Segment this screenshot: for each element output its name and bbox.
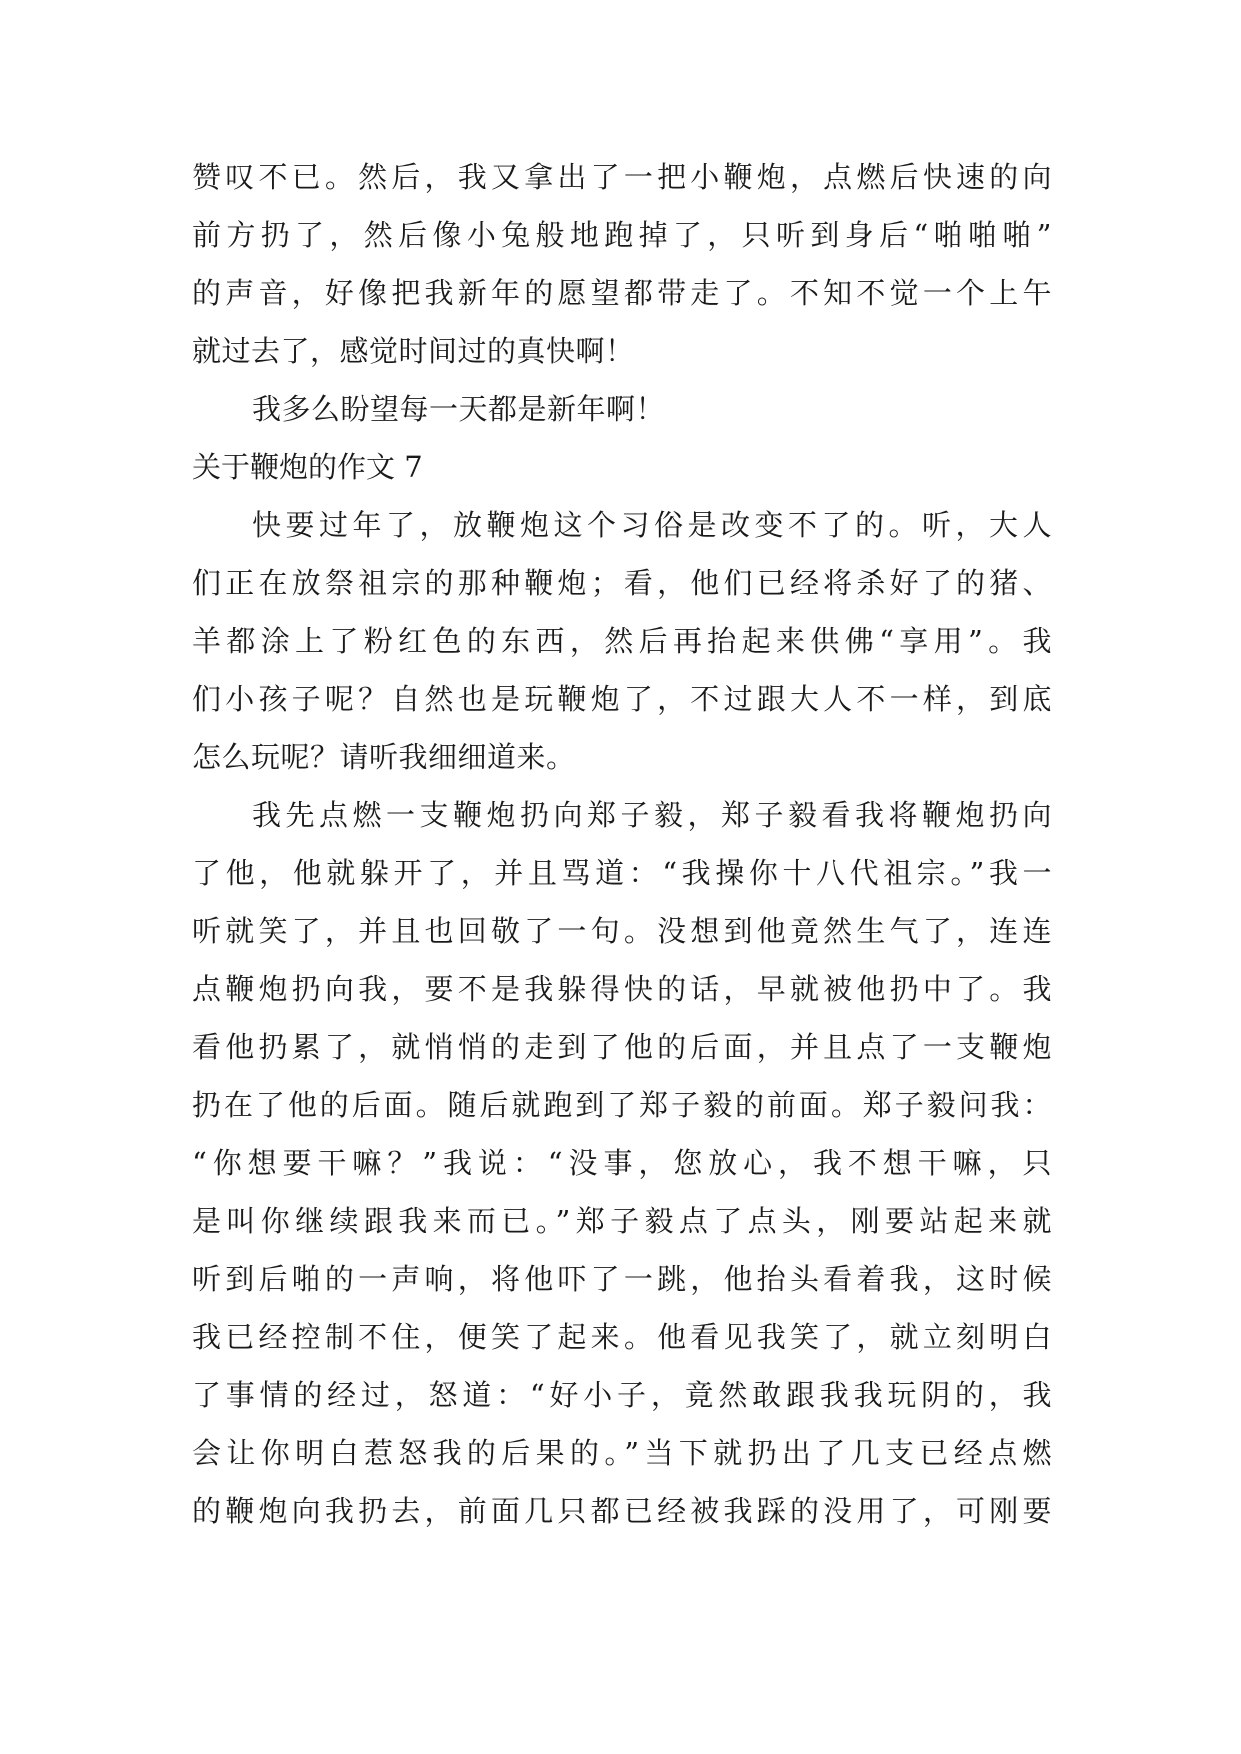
text-line: 点鞭炮扔向我，要不是我躲得快的话，早就被他扔中了。我	[192, 972, 1052, 1006]
text-line: 羊都涂上了粉红色的东西，然后再抬起来供佛“享用”。我	[192, 624, 1052, 658]
text-line: 前方扔了，然后像小兔般地跑掉了，只听到身后“啪啪啪”	[192, 218, 1052, 252]
text-line: 会让你明白惹怒我的后果的。”当下就扔出了几支已经点燃	[192, 1436, 1052, 1470]
essay-heading: 关于鞭炮的作文 7	[192, 450, 423, 484]
text-line: 就过去了，感觉时间过的真快啊！	[192, 334, 635, 368]
text-line: 快要过年了，放鞭炮这个习俗是改变不了的。听，大人	[252, 508, 1052, 542]
essay-body	[192, 148, 1052, 1540]
text-line: 听到后啪的一声响，将他吓了一跳，他抬头看着我，这时候	[192, 1262, 1052, 1296]
text-line: 的声音，好像把我新年的愿望都带走了。不知不觉一个上午	[192, 276, 1052, 310]
text-line: 们小孩子呢？自然也是玩鞭炮了，不过跟大人不一样，到底	[192, 682, 1052, 716]
text-line: 的鞭炮向我扔去，前面几只都已经被我踩的没用了，可刚要	[192, 1494, 1052, 1528]
text-line: 听就笑了，并且也回敬了一句。没想到他竟然生气了，连连	[192, 914, 1052, 948]
text-line: 我先点燃一支鞭炮扔向郑子毅，郑子毅看我将鞭炮扔向	[252, 798, 1052, 832]
text-line: 扔在了他的后面。随后就跑到了郑子毅的前面。郑子毅问我：	[192, 1088, 1052, 1122]
text-line: 怎么玩呢？请听我细细道来。	[192, 740, 576, 774]
text-line: 是叫你继续跟我来而已。”郑子毅点了点头，刚要站起来就	[192, 1204, 1052, 1238]
text-line: 我已经控制不住，便笑了起来。他看见我笑了，就立刻明白	[192, 1320, 1052, 1354]
text-line: “你想要干嘛？”我说：“没事，您放心，我不想干嘛，只	[192, 1146, 1052, 1180]
text-line: 了他，他就躲开了，并且骂道：“我操你十八代祖宗。”我一	[192, 856, 1052, 890]
text-line: 我多么盼望每一天都是新年啊！	[252, 392, 666, 426]
text-line: 看他扔累了，就悄悄的走到了他的后面，并且点了一支鞭炮	[192, 1030, 1052, 1064]
text-line: 赞叹不已。然后，我又拿出了一把小鞭炮，点燃后快速的向	[192, 160, 1052, 194]
text-line: 们正在放祭祖宗的那种鞭炮；看，他们已经将杀好了的猪、	[192, 566, 1052, 600]
text-line: 了事情的经过，怒道：“好小子，竟然敢跟我我玩阴的，我	[192, 1378, 1052, 1412]
